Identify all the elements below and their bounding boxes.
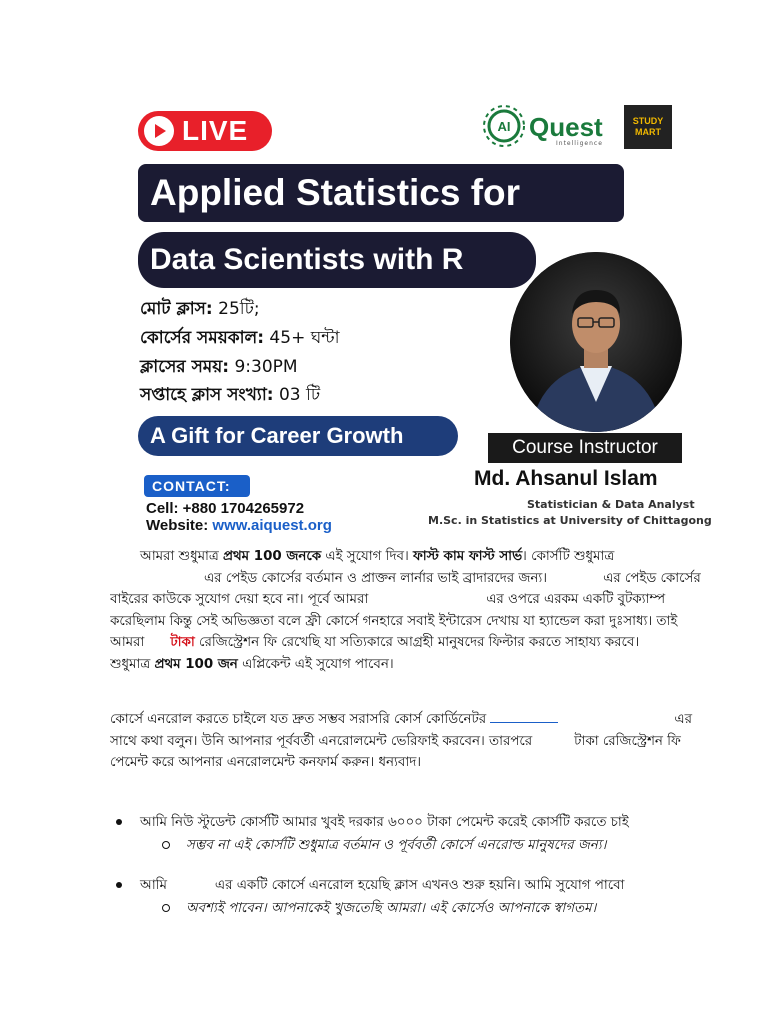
bullet-icon bbox=[116, 819, 122, 825]
contact-cell: Cell: +880 1704265972 bbox=[146, 500, 305, 517]
fact-value: 9:30PM bbox=[229, 357, 298, 377]
faq-question-text: আমি bbox=[140, 878, 167, 893]
para-text: শুধুমাত্র bbox=[110, 656, 155, 672]
para-text: আমরা শুধুমাত্র bbox=[140, 549, 224, 564]
para-bold: ফাস্ট কাম ফাস্ট সার্ভ bbox=[413, 549, 523, 564]
studymart-line-1: STUDY bbox=[632, 116, 664, 126]
course-title-line-1: Applied Statistics for bbox=[138, 164, 624, 222]
para-bold: প্রথম 100 জনকে bbox=[223, 549, 322, 564]
logo-ai-text: AI bbox=[497, 119, 511, 134]
para-text: এপ্লিকেন্ট এই সুযোগ পাবেন। bbox=[237, 656, 394, 672]
fact-value: 45+ ঘন্টা bbox=[264, 328, 340, 348]
para-text: রেজিস্ট্রেশন ফি রেখেছি যা সত্যিকারে আগ্রহী মানুষদের ফিল্টার করতে সাহায্য করবে। bbox=[199, 635, 640, 650]
fact-course-duration bbox=[140, 325, 340, 353]
faq-answer-2 bbox=[162, 898, 596, 920]
fee-amount-highlight: টাকা bbox=[170, 635, 195, 650]
para-text: এর পেইড কোর্সের বর্তমান ও প্রাক্তন লার্নার ভাই ব্রাদারদের জন্য। bbox=[204, 570, 548, 586]
fact-class-time bbox=[140, 354, 298, 382]
sub-bullet-icon bbox=[162, 841, 170, 849]
studymart-line-2: MART bbox=[635, 127, 661, 137]
sub-bullet-icon bbox=[162, 904, 170, 912]
website-label: Website: bbox=[146, 517, 213, 534]
para-text: করেছিলাম কিন্তু সেই অভিজ্ঞতা বলে ফ্রী কোর্সে গনহারে সবাই ইন্টারেস দেখায় যা হ্যান্ডেল করা দুঃসাধ্য। তাই bbox=[110, 613, 678, 629]
para-text: এই সুযোগ দিব। bbox=[321, 549, 414, 564]
live-badge bbox=[138, 111, 272, 151]
para-text: এর পেইড কোর্সের bbox=[603, 570, 701, 586]
para-text: বাইরের কাউকে সুযোগ দেয়া হবে না। পূর্বে আমরা bbox=[110, 592, 369, 607]
para-text: টাকা রেজিস্ট্রেশন ফি bbox=[574, 733, 681, 749]
studymart-logo bbox=[624, 105, 672, 149]
para-text: । কোর্সটি শুধুমাত্র bbox=[522, 549, 615, 564]
live-label: LIVE bbox=[182, 115, 249, 146]
instructor-name: Md. Ahsanul Islam bbox=[474, 467, 658, 490]
logo-quest-subtitle: Intelligence bbox=[556, 140, 603, 147]
faq-answer-text: অবশ্যই পাবেন। আপনাকেই খুজতেছি আমরা। এই কোর্সেও আপনাকে স্বাগতম। bbox=[186, 901, 597, 916]
para-bold: প্রথম 100 জন bbox=[154, 656, 238, 672]
para-text: আমরা bbox=[110, 635, 145, 650]
gift-banner: A Gift for Career Growth bbox=[138, 416, 458, 456]
play-icon bbox=[144, 116, 174, 146]
faq-question-1 bbox=[116, 812, 629, 834]
instructor-label: Course Instructor bbox=[488, 433, 682, 463]
course-title-line-2: Data Scientists with R bbox=[138, 232, 536, 288]
para-text: এর bbox=[674, 712, 692, 727]
bullet-icon bbox=[116, 882, 122, 888]
faq-answer-text: সম্ভব না এই কোর্সটি শুধুমাত্র বর্তমান ও পূর্ববর্তী কোর্সে এনরোল্ড মানুষদের জন্য। bbox=[186, 838, 607, 853]
para-text: এর ওপরে এরকম একটি বুটক্যাম্প bbox=[486, 592, 665, 607]
fact-label: মোট ক্লাস: bbox=[140, 299, 213, 319]
faq-question-text: এর একটি কোর্সে এনরোল হয়েছি ক্লাস এখনও শুরু হয়নি। আমি সুযোগ পাবো bbox=[214, 878, 625, 893]
instructor-role: Statistician & Data Analyst bbox=[527, 498, 695, 511]
ai-quest-logo-icon bbox=[482, 104, 526, 148]
fact-label: কোর্সের সময়কাল: bbox=[140, 328, 265, 348]
info-paragraph-1 bbox=[110, 546, 706, 675]
fact-total-classes bbox=[140, 296, 260, 324]
logo-quest-text: Quest bbox=[529, 112, 603, 142]
info-paragraph-2 bbox=[110, 709, 706, 774]
fact-classes-per-week bbox=[140, 382, 320, 410]
fact-value: 25টি; bbox=[212, 299, 260, 319]
coordinator-link[interactable] bbox=[490, 709, 558, 723]
fact-value: 03 টি bbox=[273, 385, 321, 405]
faq-question-2 bbox=[116, 875, 624, 897]
para-text: পেমেন্ট করে আপনার এনরোলমেন্ট কনফার্ম করুন। ধন্যবাদ। bbox=[110, 755, 422, 770]
fact-label: সপ্তাহে ক্লাস সংখ্যা: bbox=[140, 385, 274, 405]
instructor-degree: M.Sc. in Statistics at University of Chittagong bbox=[428, 514, 712, 527]
instructor-photo bbox=[510, 252, 682, 432]
faq-answer-1 bbox=[162, 835, 606, 857]
contact-badge: CONTACT: bbox=[144, 475, 250, 497]
para-text: সাথে কথা বলুন। উনি আপনার পূর্ববর্তী এনরোলমেন্ট ভেরিফাই করবেন। তারপরে bbox=[110, 733, 533, 749]
website-link[interactable]: www.aiquest.org bbox=[212, 517, 332, 534]
fact-label: ক্লাসের সময়: bbox=[140, 357, 230, 377]
para-text: কোর্সে এনরোল করতে চাইলে যত দ্রুত সম্ভব সরাসরি কোর্স কোর্ডিনেটর bbox=[110, 712, 487, 727]
faq-question-text: আমি নিউ স্টুডেন্ট কোর্সটি আমার খুবই দরকার ৬০০০ টাকা পেমেন্ট করেই কোর্সটি করতে চাই bbox=[140, 815, 629, 830]
contact-website bbox=[146, 517, 332, 534]
